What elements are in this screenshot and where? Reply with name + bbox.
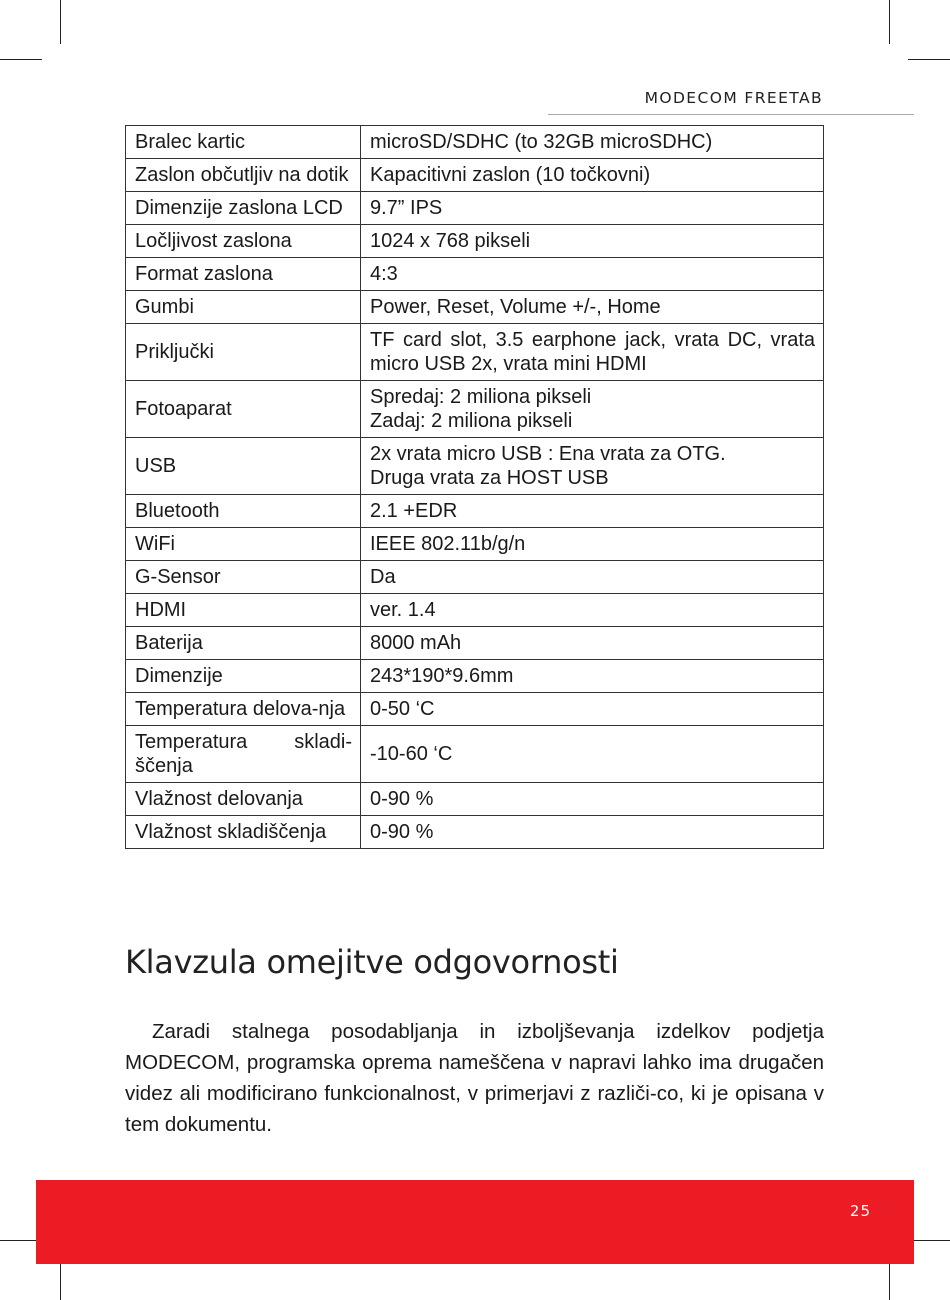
spec-value xyxy=(361,324,824,381)
spec-value xyxy=(361,660,824,693)
spec-label: Baterija xyxy=(126,627,361,660)
spec-value-line: Da xyxy=(370,566,396,588)
spec-label: Bralec kartic xyxy=(126,126,361,159)
spec-label: USB xyxy=(126,438,361,495)
section-title: Klavzula omejitve odgovornosti xyxy=(125,943,619,981)
spec-label: Temperatura skladi-ščenja xyxy=(126,726,361,783)
crop-mark xyxy=(60,0,61,44)
spec-label: Fotoaparat xyxy=(126,381,361,438)
spec-value xyxy=(361,528,824,561)
spec-value xyxy=(361,693,824,726)
spec-table-body xyxy=(126,126,824,849)
crop-mark xyxy=(889,0,890,44)
table-row xyxy=(126,258,824,291)
spec-value-line: TF card slot, 3.5 earphone jack, vrata DC, vrata micro USB 2x, vrata mini HDMI xyxy=(370,329,815,375)
spec-value-line: Kapacitivni zaslon (10 točkovni) xyxy=(370,164,651,186)
spec-value-line: 0-90 % xyxy=(370,788,434,810)
spec-value-line: Power, Reset, Volume +/-, Home xyxy=(370,296,661,318)
spec-label: Vlažnost delovanja xyxy=(126,783,361,816)
spec-label: Vlažnost skladiščenja xyxy=(126,816,361,849)
spec-value-line: -10-60 ‘C xyxy=(370,743,453,765)
spec-value-line: 1024 x 768 pikseli xyxy=(370,230,531,252)
running-header: MODECOM FREETAB xyxy=(644,89,823,107)
spec-label: Priključki xyxy=(126,324,361,381)
spec-value-line: 243*190*9.6mm xyxy=(370,665,514,687)
spec-value-line: 2x vrata micro USB : Ena vrata za OTG. xyxy=(370,443,726,465)
table-row xyxy=(126,561,824,594)
table-row xyxy=(126,660,824,693)
table-row xyxy=(126,438,824,495)
spec-value-line: 0-90 % xyxy=(370,821,434,843)
spec-value xyxy=(361,561,824,594)
disclaimer-paragraph: Zaradi stalnega posodabljanja in izboljševanja izdelkov podjetja MODECOM, programska oprema nameščena v napravi lahko ima drugačen videz ali modificirano funkcionalnost, v primerjavi z različi-co, ki je opisana v tem dokumentu. xyxy=(125,1020,824,1136)
spec-value-line: ver. 1.4 xyxy=(370,599,436,621)
spec-label: Bluetooth xyxy=(126,495,361,528)
spec-value-line: 8000 mAh xyxy=(370,632,462,654)
spec-table xyxy=(125,125,824,849)
spec-value xyxy=(361,594,824,627)
table-row xyxy=(126,192,824,225)
page-number: 25 xyxy=(849,1202,871,1220)
spec-value xyxy=(361,726,824,783)
table-row xyxy=(126,324,824,381)
spec-label: Zaslon občutljiv na dotik xyxy=(126,159,361,192)
header-rule xyxy=(548,114,914,115)
spec-value-line: Spredaj: 2 miliona pikseli xyxy=(370,386,592,408)
table-row xyxy=(126,126,824,159)
table-row xyxy=(126,693,824,726)
spec-label: Dimenzije zaslona LCD xyxy=(126,192,361,225)
spec-label: Format zaslona xyxy=(126,258,361,291)
table-row xyxy=(126,159,824,192)
spec-label: Dimenzije xyxy=(126,660,361,693)
table-row xyxy=(126,594,824,627)
spec-value xyxy=(361,192,824,225)
table-row xyxy=(126,381,824,438)
spec-value xyxy=(361,258,824,291)
spec-value xyxy=(361,291,824,324)
spec-value xyxy=(361,627,824,660)
spec-value xyxy=(361,438,824,495)
spec-value xyxy=(361,381,824,438)
crop-mark xyxy=(908,59,950,60)
spec-value-line: 4:3 xyxy=(370,263,398,285)
spec-value-line: 2.1 +EDR xyxy=(370,500,458,522)
spec-value-line: IEEE 802.11b/g/n xyxy=(370,533,526,555)
spec-label: HDMI xyxy=(126,594,361,627)
spec-label: WiFi xyxy=(126,528,361,561)
crop-mark xyxy=(0,59,42,60)
spec-label: Temperatura delova-nja xyxy=(126,693,361,726)
spec-value-line: microSD/SDHC (to 32GB microSDHC) xyxy=(370,131,713,153)
spec-value xyxy=(361,783,824,816)
spec-value-line: 0-50 ‘C xyxy=(370,698,435,720)
spec-label: Gumbi xyxy=(126,291,361,324)
spec-value xyxy=(361,495,824,528)
spec-value-line: Zadaj: 2 miliona pikseli xyxy=(370,410,573,432)
spec-value-line: 9.7” IPS xyxy=(370,197,443,219)
crop-mark xyxy=(908,1240,950,1241)
spec-value xyxy=(361,816,824,849)
table-row xyxy=(126,783,824,816)
table-row xyxy=(126,495,824,528)
table-row xyxy=(126,225,824,258)
spec-label: Ločljivost zaslona xyxy=(126,225,361,258)
table-row xyxy=(126,726,824,783)
table-row xyxy=(126,528,824,561)
spec-value xyxy=(361,126,824,159)
footer-band xyxy=(36,1180,914,1264)
table-row xyxy=(126,291,824,324)
spec-label: G-Sensor xyxy=(126,561,361,594)
table-row xyxy=(126,816,824,849)
spec-value-line: Druga vrata za HOST USB xyxy=(370,467,609,489)
table-row xyxy=(126,627,824,660)
spec-value xyxy=(361,159,824,192)
spec-value xyxy=(361,225,824,258)
